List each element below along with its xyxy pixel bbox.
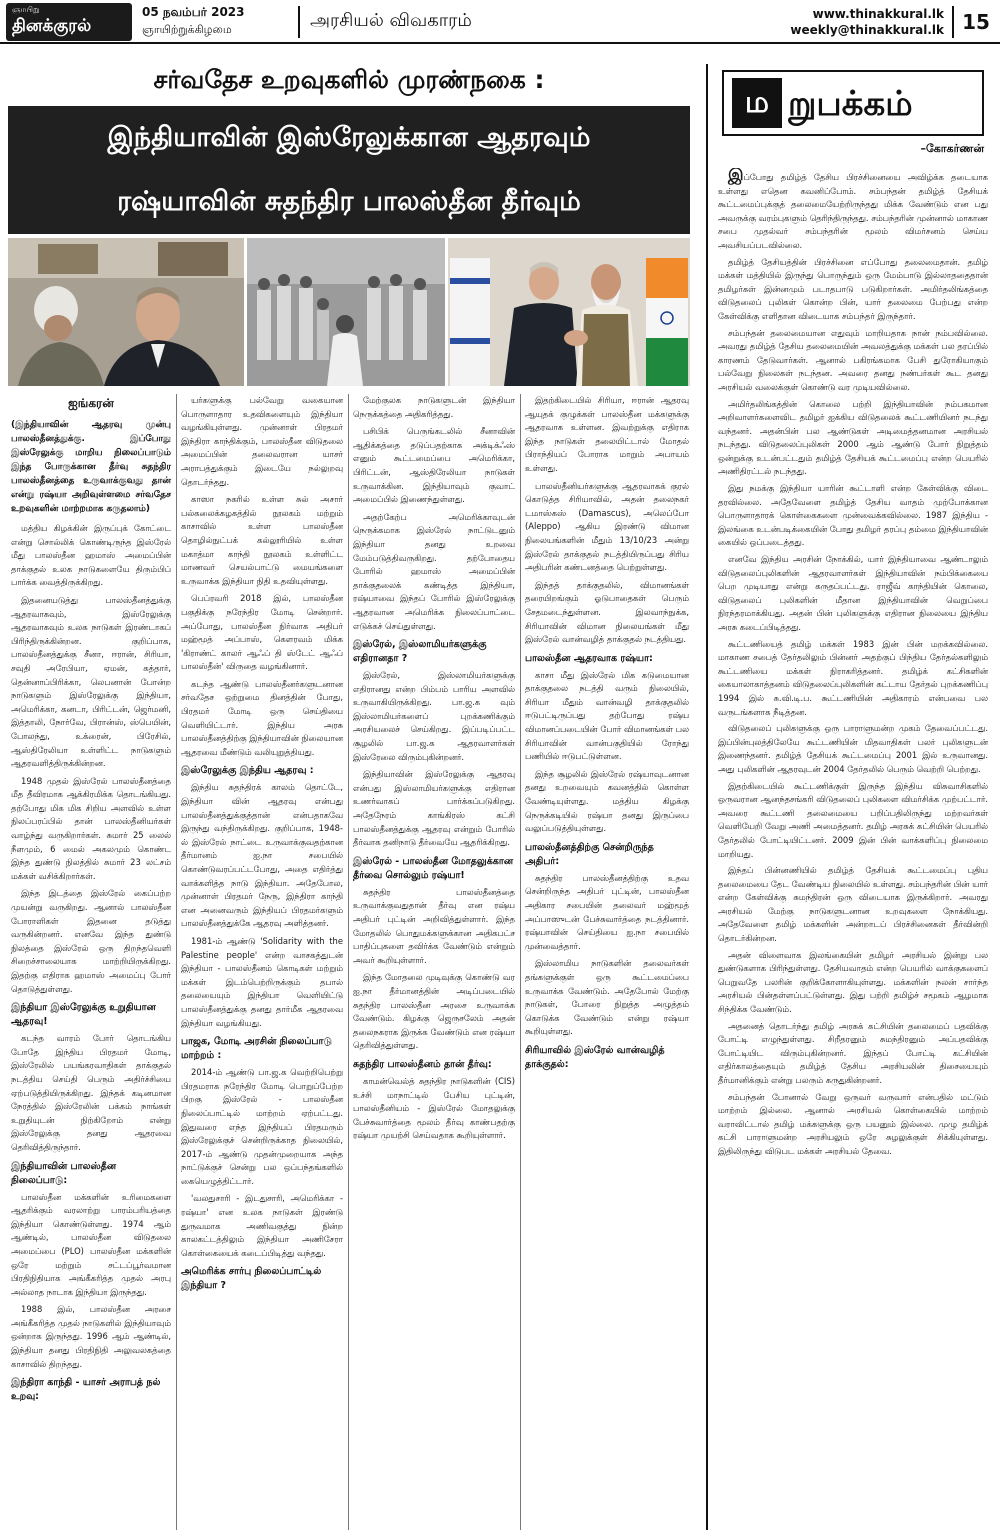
article-subheading: இந்தியா இஸ்ரேலுக்கு உறுதியான ஆதரவு! (11, 1002, 156, 1028)
article-paragraph: காசா மீது இஸ்ரேல் மிக கடுமையான தாக்குதலை நடத்தி வரும் நிலையில், சிரியா மீதும் வான்வழி தாக்குதலில் ஈடுபட்டிருப்பது தற்போது ரஷ்ய விமானப்படையின் போர் விமானங்கள் பல சிரியாவின் வான்பகுதியில் ரோந்து பணியில் ஈடுபட்டுள்ளன. (525, 669, 689, 762)
column-paragraph: தமிழ்த் தேசியத்தின் பிரச்சினை எப்போது தலைமைதான். தமிழ் மக்கள் மத்தியில் இருந்து பொருந்தும் ஒரு மேம்பாடு இல்லாததைதான் தமிழர்கள் இன்னமும் படாதபாடு படுகிறார்கள். அமிர்தலிங்கத்தை விடுதலைப் புலிகள் கொன்ற பின், யார் தலைமை பேற்பது என்ற கேள்விக்கு எளிதான விடையாக சம்பந்தர் இருந்தார். (718, 256, 988, 321)
photo-indira-gandhi-group-image (247, 238, 445, 386)
article-paragraph: சுதந்திர பாலஸ்தீனத்தை உருவாக்குவதுதான் தீர்வு என ரஷ்ய அதிபர் புட்டின் அறிவித்துள்ளார். இந்த மோதலில் பொதுமக்களுக்கான அதிகபட்ச பாதிப்புகளை தவிர்க்க வேண்டும் என்றும் அவர் கூறியுள்ளார். (353, 886, 515, 965)
logo-small-text: ஞாயிறு (12, 5, 40, 14)
article-subheading: சுதந்திர பாலஸ்தீனம் தான் தீர்வு: (353, 1058, 492, 1070)
column-title: றுபக்கம் (788, 84, 913, 124)
issue-date: 05 நவம்பர் 2023 (142, 5, 245, 19)
column-paragraph: சம்பந்தன் தலைமையான எதுவும் மாறியதாக நான் நம்பவில்லை. அவரது தமிழ்த் தேசிய தலைமையின் அவலத்துக்கு மக்கள் பல தரப்பில் காரணம் தேடுவார்கள். ஆனால் பகிரங்கமாக பேசி துரோகியாகும் பல்வேறு நிலைகள் நடந்தன. அவரை தனது நண்பர்கள் கூட தனது அரசியல் வலைக்குள் கொண்டு வர முடியவில்லை. (718, 327, 988, 392)
article-paragraph: இந்தியாவின் இஸ்ரேலுக்கு ஆதரவு என்பது இஸ்லாமியர்களுக்கு எதிரான உணர்வாகப் பார்க்கப்படுகிறது. அதேநேரம் காங்கிரஸ் கட்சி பாலஸ்தீனத்துக்கு ஆதரவு என்றும் போரில் தீர்வாக தனிநாடு தீர்வையே ஆதரிக்கிறது. (353, 769, 515, 848)
article-subheading: இஸ்ரேல் - பாலஸ்தீன மோதலுக்கான தீர்வை சொல்லும் ரஷ்யா! (353, 855, 514, 881)
article-paragraph: 1988 இல், பாலஸ்தீன அரசை அங்கீகரித்த முதல் நாடுகளில் இந்தியாவும் ஒன்றாக இருந்தது. 1996 ஆம் ஆண்டில், இந்தியா தனது பிரதிநிதி அலுவலகத்தை காசாவில் திறந்தது. (11, 1304, 171, 1369)
newspaper-logo (6, 3, 132, 41)
issue-info (142, 4, 292, 38)
headline-line-1: இந்தியாவின் இஸ்ரேலுக்கான ஆதரவும் (107, 122, 591, 153)
article-column-4 (522, 394, 692, 1530)
headline-line-2: ரஷ்யாவின் சுதந்திர பாலஸ்தீன தீர்வும் (117, 186, 581, 217)
article-subheading: இஸ்ரேலுக்கு இந்திய ஆதரவு : (181, 765, 314, 777)
article-paragraph: 2014-ம் ஆண்டு பா.ஜ.க வெற்றிபெற்று பிரதமராக நரேந்திர மோடி பொறுப்பேற்ற பிறகு இஸ்ரேல் - பாலஸ்தீன நிலைப்பாட்டில் மாற்றம் ஏற்பட்டது. இதுவரை எந்த இந்தியப் பிரதமரும் இஸ்ரேலுக்குச் சென்றிருக்காத நிலையில், 2017-ம் ஆண்டு முதன்முறையாக அந்த நாட்டுக்குச் சென்று பல ஒப்பந்தங்களில் கையெழுத்திட்டார். (181, 1067, 343, 1186)
article-paragraph: கடந்த ஆண்டு பாலஸ்தீனர்களுடனான சர்வதேச ஒற்றுமை தினத்தின் போது, பிரதமர் மோடி ஒரு செய்தியை வெளியிட்டார். இந்திய அரசு பாலஸ்தீனத்திற்கு இந்தியாவின் நிலையான ஆதரவை மீண்டும் வலியுறுத்தியது. (181, 678, 343, 757)
photo-indira-gandhi-group (247, 238, 445, 386)
column-paragraph: எனவே இந்திய அரசின் நோக்கில், யார் இந்தியாவை ஆண்டாலும் விடுதலைப்புலிகளின் ஆதரவாளர்கள் இந்தியாவின் நம்பிக்கையை பெற முடியாது என்று கருதப்பட்டது. ராஜீவ் காந்தியின் கொலை, விடுதலைப் புலிகளின் மீதான இந்தியாவின் வெறுப்பை நிரந்தரமாக்கியது. அதன் பின் புலிகளுக்கு எதிரான நிலையை இந்திய அரசு கடைப்பிடித்தது. (718, 554, 988, 632)
article-paragraph: இந்த மோதலை முடிவுக்கு கொண்டு வர ஐ.நா தீர்மானத்தின் அடிப்படையில் சுதந்திர பாலஸ்தீன அரசை உருவாக்க வேண்டும். கிழக்கு ஜெருசலேம் அதன் தலைநகராக இருக்க வேண்டும் என ரஷ்யா தெரிவித்துள்ளது. (353, 972, 515, 1051)
article-paragraph: 1948 முதல் இஸ்ரேல் பாலஸ்தீனத்தை மீத தீவிரமாக ஆக்கிரமிக்க தொடங்கியது. தற்போது மிக மிக சிறிய அளவில் உள்ள நிலப்பரப்பில் தான் பாலஸ்தீனியர்கள் வாழ்ந்து வருகிறார்கள். சுமார் 25 லைல் நீளமும், 6 மைல் அகலமும் கொண்ட இந்த துண்டு நிலத்தில் சுமார் 23 லட்சம் மக்கள் வசிக்கிறார்கள். (11, 775, 171, 881)
article-paragraph: இந்த சூழலில் இஸ்ரேல் ரஷ்யாவுடனான தனது உறவையும் கவனத்தில் கொள்ள வேண்டியுள்ளது. மத்திய கிழக்கு நெருக்கடியில் ரஷ்யா தனது இருப்பை வலுப்படுத்தியுள்ளது. (525, 768, 689, 834)
column-paragraph: அதன் விளைவாக இலங்கையின் தமிழர் அரசியல் இன்று பல துண்டுகளாக பிரிந்துள்ளது. தேசியவாதம் என்ற பெயரில் வாக்குகளைப் பெறுவதே பலரின் குறிக்கோளாகியுள்ளது. மக்களின் நலன் சார்ந்த அரசியல் பின்தள்ளப்பட்டுள்ளது. இது பற்றி தமிழ்ச் சமூகம் ஆழமாக சிந்திக்க வேண்டும். (718, 949, 988, 1015)
article-subheading: பாலஸ்தீன ஆதரவாக ரஷ்யா: (525, 652, 653, 664)
article-paragraph: பெப்ரவரி 2018 இல், பாலஸ்தீன பகுதிக்கு நரேந்திர மோடி சென்றார். அப்போது, பாலஸ்தீன நிர்வாக அதிபர் மஹ்மூத் அப்பாஸ், கௌரவம் மிக்க 'கிராண்ட் காலர் ஆஃப் தி ஸ்டேட் ஆஃப் பாலஸ்தீன்' விருதை வழங்கினார். (181, 593, 343, 672)
column-body (718, 168, 988, 1528)
article-subheading: பாஜக, மோடி அரசின் நிலைப்பாடு மாற்றம் : (181, 1036, 332, 1062)
article-byline: ஐங்கரன் (68, 396, 114, 410)
header-divider (298, 6, 300, 38)
article-subheading: அமெரிக்க சார்பு நிலைப்பாட்டில் இந்தியா ? (181, 1266, 322, 1292)
column-paragraph: அதனைத் தொடர்ந்து தமிழ் அரசுக் கட்சியின் தலைமைப் பதவிக்கு போட்டி எழுந்துள்ளது. சிறீதரனும் சுமந்திரனும் அப்பதவிக்கு போட்டியிட விரும்புகின்றனர். இந்தப் போட்டி கட்சியின் எதிர்காலத்தையும் தமிழ்த் தேசிய அரசியலின் திசையையும் தீர்மானிக்கும் என்று பலரும் கருதுகின்றனர். (718, 1020, 988, 1085)
article-subheading: இந்திரா காந்தி - யாசர் அராபத் நல் உறவு: (11, 1377, 161, 1403)
column-title-box (722, 70, 984, 136)
article-paragraph: கடந்த வாரம் போர் தொடங்கிய போதே இந்திய பிரதமர் மோடி, இஸ்ரேலில் பயங்கரவாதிகள் தாக்குதல் நடத்திய செய்தி பெரும் அதிர்ச்சியை ஏற்படுத்தியிருக்கிறது. இந்தக் கடினமான நேரத்தில் இஸ்ரேலின் பக்கம் நாங்கள் உறுதியுடன் நிற்கிறோம் என்று இஸ்ரேலுக்கு தனது ஆதரவை தெரிவித்திருந்தார். (11, 1033, 171, 1152)
headline-box (8, 106, 690, 234)
column-paragraph: சம்பந்தன் போனால் வேறு ஒருவர் வருவார் என்பதில் மட்டும் மாற்றம் இல்லை. ஆனால் அரசியல் கொள்கையில் மாற்றம் வராவிட்டால் தமிழ் மக்களுக்கு ஒரு பயனும் இல்லை. முழு தமிழ்க் கட்சி பாராளுமன்ற அரசியலும் ஒரே சுழலுக்குள் சிக்கியுள்ளது. இதிலிருந்து விடுபட மக்கள் அரசியல் தேவை. (718, 1091, 988, 1156)
article-paragraph: இந்த இடத்தை இஸ்ரேல் கைப்பற்ற முயன்று வருகிறது. ஆனால் பாலஸ்தீன போராளிகள் இதனை தடுத்து வருகின்றனர். எனவே இந்த துண்டு நிலத்தை இஸ்ரேல் ஒரு திறந்தவெளி சிறைச்சாலையாக மாற்றியிருக்கிறது. இதற்கு எதிராக ஹமாஸ் அமைப்பு போர் தொடுத்துள்ளது. (11, 888, 171, 994)
article-paragraph: அதற்கேற்ப அமெரிக்காவுடன் நெருக்கமாக இஸ்ரேல் நாட்டுடனும் இந்தியா தனது உறவை மேம்படுத்திவருகிறது. தற்போதைய போரில் ஹமாஸ் அமைப்பின் தாக்குதலைக் கண்டித்த இந்தியா, ரஷ்யாவை இந்தப் போரில் இஸ்ரேலுக்கு ஆதரவான அமெரிக்க நிலைப்பாட்டை எடுக்கச் செய்துள்ளது. (353, 511, 515, 631)
article-paragraph: காமன்வெல்த் சுதந்திர நாடுகளின் (CIS) உச்சி மாநாட்டில் பேசிய புட்டின், பாலஸ்தீனியம் - இஸ்ரேல் மோதலுக்கு பேச்சுவார்த்தை மூலம் தீர்வு காண்பதற்கு ரஷ்யா முயற்சி செய்வதாக கூறியுள்ளார். (353, 1075, 515, 1141)
column-paragraph: இது நமக்கு இந்தியா யாரின் கூட்டாளி என்ற கேள்விக்கு விடை தரவில்லை. அதேவேளை தமிழ்த் தேசிய வாதம் முற்போக்கான பொருளாதாரக் கொள்கைகளை முன்வைக்கவில்லை. 1987 இந்திய - இலங்கை உடன்படிக்கையின் போது தமிழர் தரப்பு தம்மை இந்தியாவின் கையில் ஒப்படைத்தது. (718, 483, 988, 548)
article-column-1 (8, 394, 174, 1530)
article-paragraph: யர்களுக்கு பல்வேறு வகையான பொருளாதார உதவிகளையும் இந்தியா வழங்கியுள்ளது. முன்னாள் பிரதமர் இந்திரா காந்திக்கும், பாலஸ்தீன விடுதலை அமைப்பின் தலைவரான யாசர் அராபத்துக்கும் இடையே நல்லுறவு தொடர்ந்தது. (181, 395, 343, 487)
article-subheading: பாலஸ்தீனத்திற்கு சென்றிருந்த அதிபர்: (525, 841, 654, 867)
photo-netanyahu-modi (448, 238, 690, 386)
email-link[interactable]: weekly@thinakkural.lk (790, 23, 944, 37)
article-paragraph: 1981-ம் ஆண்டு 'Solidarity with the Palestine people' என்ற வாசகத்துடன் இந்தியா - பாலஸ்தீனம் கொடிகள் மற்றும் மக்கள் இடம்பெற்றிருக்கும் தபால் தலையையும் இந்தியா வெளியிட்டு பாலஸ்தீனத்துக்கு தனது தார்மீக ஆதரவை இந்தியா வழங்கியது. (181, 935, 343, 1028)
article-paragraph: 'வலதுசாரி - இடதுசாரி, அமெரிக்கா - ரஷ்யா' என உலக நாடுகள் இரண்டு துருவமாக அணிவகுத்து நின்ற காலகட்டத்திலும் இந்தியா அணிசேரா கொள்கையைக் கடைப்பிடித்து வந்தது. (181, 1193, 343, 1258)
photo-arafat-putin-image (8, 238, 244, 386)
article-subheading: சிரியாவில் இஸ்ரேல் வான்வழித் தாக்குதல்: (525, 1044, 665, 1070)
article-paragraph: சுதந்திர பாலஸ்தீனத்திற்கு உதவ சென்றிருந்த அதிபர் புட்டின், பாலஸ்தீன அதிகார சபையின் தலைவர் மஹ்மூத் அப்பாஸுடன் பேச்சுவார்த்தை நடத்தினார். ரஷ்யாவின் செய்தியை ஐ.நா சபையில் முன்வைத்தார். (525, 872, 689, 951)
website-link[interactable]: www.thinakkural.lk (812, 7, 944, 21)
article-paragraph: பாலஸ்தீனியர்களுக்கு ஆதரவாகக் குரல் கொடுத்த சிரியாவில், அதன் தலைநகர் டமாஸ்கஸ் (Damascus), அலெப்போ (Aleppo) ஆகிய இரண்டு விமான நிலையங்களின் மீதும் 13/10/23 அன்று இஸ்ரேல் தாக்குதல் நடத்தியிருப்பது சிரிய அதிபரின் கண்டனத்தை பெற்றுள்ளது. (525, 480, 689, 573)
column-author: –கோகர்ணன் (920, 142, 984, 155)
article-intro: (இந்தியாவின் ஆதரவு முன்பு பாலஸ்தீனத்துக்கு. இப்போது இஸ்ரேலுக்கு மாறிய நிலைப்பாடும் இந்த போருக்கான தீர்வு சுதந்திர பாலஸ்தீனத்தை உருவாக்குவது தான் என்று ரஷ்யா அறிவுள்ளமை சர்வதேச உறவுகளின் மாற்றமாக கருதலாம்) (11, 420, 171, 514)
section-title: அரசியல் விவகாரம் (310, 10, 472, 31)
article-paragraph: இந்தத் தாக்குதலில், விமானங்கள் தரையிறங்கும் ஓடுபாதைகள் பெரும் சேதமடைந்துள்ளன. இலவாந்நுக்க, சிரியாவின் விமான நிலையங்கள் மீது இஸ்ரேல் வான்வழித் தாக்குதல் நடத்தியது. (525, 579, 689, 645)
contact-info (730, 6, 944, 38)
photo-arafat-putin (8, 238, 244, 386)
masthead (0, 0, 1000, 44)
article-paragraph: இதனையடுத்து பாலஸ்தீனத்துக்கு ஆதரவாகவும், இஸ்ரேலுக்கு ஆதரவாகவும் உலக நாடுகள் இரண்டாகப் பிரிந்திருக்கின்றன. குறிப்பாக, பாலஸ்தீனத்துக்கு சீனா, ஈரான், சிரியா, சவுதி அரேபியா, ஏமன், கத்தார், தென்னாப்பிரிக்கா, லெபனான் போன்ற நாடுகளும் இஸ்ரேலுக்கு இந்தியா, அமெரிக்கா, கனடா, பிரிட்டன், ஜெர்மனி, இத்தாலி, நோர்வே, பிரான்ஸ், ஸ்பெயின், போலந்து, உக்ரைன், பிரேசில், ஆஸ்திரேலியா உள்ளிட்ட நாடுகளும் ஆதரவளித்திருக்கின்றன. (11, 594, 171, 769)
column-paragraph: இந்தப் பின்னணியில் தமிழ்த் தேசியக் கூட்டமைப்பு புதிய தலைமையை தேட வேண்டிய நிலையில் உள்ளது. சம்பந்தரின் பின் யார் என்ற கேள்விக்கு சுமந்திரன் ஒரு விடையாக இருக்கிறார். அவரது அரசியல் மேற்கு நாடுகளுடனான உறவுகளை நோக்கியது. அதேவேளை தமிழ் மக்களின் அன்றாடப் பிரச்சினைகள் தீர்வின்றி தொடர்கின்றன. (718, 865, 988, 944)
article-paragraph: பசிபிக் பெருங்கடலில் சீனாவின் ஆதிக்கத்தை தடுப்பதற்காக அக்டிக்ஃஸ் எனும் கூட்டமைப்பை அமெரிக்கா, பிரிட்டன், ஆஸ்திரேலியா நாடுகள் உருவாக்கின. இந்தியாவும் குவாட் அமைப்பில் இணைந்துள்ளது. (353, 426, 515, 505)
article-column-3 (350, 394, 518, 1530)
column-paragraph: அமிர்தலிங்கத்தின் கொலை பற்றி இந்தியாவின் நம்பகமான அறிவாளர்களைவிட தமிழர் ஐக்கிய விடுதலைக் கூட்டணியினர் நடந்து வந்தனர். அதன்பின் பல ஆண்டுகள் அடிமைத்தனமான அரசியல் நடந்தது. விடுதலைப்புலிகள் 2000 ஆம் ஆண்டு போர் நிறுத்தம் ஒன்றுக்கு உடன்பட்டதும் தமிழ்த் தேசியக் கூட்டமைப்பு என்ற பெயரில் அணிதிரட்டல் நடந்தது. (718, 398, 988, 477)
article-kicker: சர்வதேச உறவுகளில் முரண்நகை : (153, 65, 545, 94)
article-subheading: இந்தியாவின் பாலஸ்தீன நிலைப்பாடு: (11, 1160, 117, 1186)
column-paragraph: கூட்டணியைத் தமிழ் மக்கள் 1983 இன் பின் மறக்கவில்லை. மாகாண சபைத் தேர்தலிலும் பின்னர் அதற்குப் பிந்திய தேர்தல்களிலும் கூட்டணியை மக்கள் நிராகரித்தனர். தமிழ்க் கட்சிகளின் கையாலாகாத்தனம் விடுதலைப்புலிகளின் கட்டாய தேர்தல் புறக்கணிப்பு 1994 இல் சு.வி.டி.ப. கூட்டணியின் அதிகாரம் என்பவை பல வருடங்களாக நீடித்தன. (718, 638, 988, 717)
article-paragraph: மத்திய கிழக்கின் இருப்புக் கோட்டை என்று சொல்லிக் கொண்டிருந்த இஸ்ரேல் மீது பாலஸ்தீன ஹமாஸ் அமைப்பின் தாக்குதல் உலக நாடுகளையே திரும்பிப் பார்க்க வைத்திருக்கிறது. (11, 523, 171, 588)
column-rule (520, 394, 521, 1530)
article-paragraph: மேற்குலக நாடுகளுடன் இந்தியா நெருக்கத்தை அதிகரித்தது. (353, 395, 515, 419)
column-title-initial: ம (732, 78, 782, 128)
article-paragraph: இஸ்லாமிய நாடுகளின் தலைவர்கள் தங்களுக்குள் ஒரு கூட்டமைப்பை உருவாக்க வேண்டும். அதேபோல் மேற்கு நாடுகள், போரை நிறுத்த அழுத்தம் கொடுக்க வேண்டும் என்று ரஷ்யா கூறியுள்ளது. (525, 958, 689, 1037)
article-paragraph: இஸ்ரேல், இஸ்லாமியர்களுக்கு எதிரானது என்ற பிம்பம் பாரிய அளவில் உருவாகியிருக்கிறது. பா.ஜ.க வும் இஸ்லாமியர்களைப் புறக்கணிக்கும் அரசியலைச் செய்கிறது. இப்படிப்பட்ட சூழலில் பா.ஜ.க ஆதரவாளர்கள் இஸ்ரேலை விரும்புகின்றனர். (353, 670, 515, 762)
page-number: 15 (952, 6, 998, 38)
article-paragraph: பாலஸ்தீன மக்களின் உரிமைகளை ஆதரிக்கும் வரலாற்று பாரம்பரியத்தை இந்தியா கொண்டுள்ளது. 1974 ஆம் ஆண்டில், பாலஸ்தீன விடுதலை அமைப்பை (PLO) பாலஸ்தீன மக்களின் ஒரே மற்றும் சட்டப்பூர்வமான பிரதிநிதியாக அங்கீகரித்த முதல் அரபு அல்லாத நாடாக இந்தியா இருந்தது. (11, 1191, 171, 1297)
column-paragraph: இதற்கிடையில் கூட்டணிக்குள் இருந்த இந்திய விசுவாசிகளில் ஒருவரான ஆனந்தசங்கரி விடுதலைப் புலிகளை விமர்சிக்க முற்பட்டார். அவரை கூட்டணி தலைமையை பறிப்பதிலிருந்து மற்றவர்கள் வெளியேறி வேறு அணி அமைத்தனர். தமிழ் அரசுக் கட்சியின் பெயரில் தேர்தலில் போட்டியிட்டனர். 2009 இன் பின் வாக்களிப்பு நிலைமை மாறியது. (718, 780, 988, 859)
photo-netanyahu-modi-image (448, 238, 690, 386)
article-paragraph: இந்திய சுதந்திரக் காலம் தொட்டே, இந்தியா வின் ஆதரவு என்பது பாலஸ்தீனத்துக்குத்தான் என்பதாகவே இருந்து வந்திருக்கிறது. குறிப்பாக, 1948-ல் இஸ்ரேல் நாட்டை உருவாக்குவதற்கான தீர்மானம் ஐ.நா சபையில் கொண்டுவரப்பட்டபோது, அதை எதிர்த்து வாக்களித்த நாடு இந்தியா. அதேபோல, முன்னாள் பிரதமர் நேரு, இந்திரா காந்தி என அனைவரும் இந்தியப் பிரதமர்களும் பாலஸ்தீனத்துக்கே ஆதரவு அளித்தனர். (181, 782, 343, 929)
column-rule (176, 394, 177, 1530)
column-paragraph: விடுதலைப் புலிகளுக்கு ஒரு பாராளுமன்ற முகம் தேவைப்பட்டது. இப்பின்புலத்திலேயே கூட்டணியின் மிதவாதிகள் பலர் புலிகளுடன் இணைந்தனர். தமிழ்த் தேசியக் கூட்டமைப்பு 2001 இல் உருவானது. அது புலிகளின் ஆதரவுடன் 2004 தேர்தலில் பெரும் வெற்றி பெற்றது. (718, 723, 988, 774)
article-paragraph: இதற்கிடையில் சிரியா, ஈரான் ஆதரவு ஆயுதக் குழுக்கள் பாலஸ்தீன மக்களுக்கு ஆதரவாக உள்ளன. இவற்றுக்கு எதிராக இந்த நாடுகள் தலையிட்டால் மோதல் பிராந்தியப் போராக மாறும் அபாயம் உள்ளது. (525, 395, 689, 473)
column-rule (348, 394, 349, 1530)
column-paragraph: இப்போது தமிழ்த் தேசிய பிரச்சினையை அவிழ்க்க தடையாக உள்ளது எதென கவனிப்போம். சம்பந்தன் தமிழ்த் தேசியக் கூட்டமைப்புக்குத் தலைமையேற்றிருந்தது மிக்க வேண்டும் என பது அவருக்கு வரம்புகளும் தெரிந்திருந்தது. சம்பந்தரின் முன்னால் மாகாண சபை முதல்வர் சம்பந்தரின் மூலம் விமர்சனம் செய்ய அவசியப்படவில்லை. (718, 168, 988, 250)
logo-title: தினக்குரல் (12, 16, 92, 36)
issue-day: ஞாயிற்றுக்கிழமை (142, 23, 232, 36)
article-column-2 (178, 394, 346, 1530)
article-paragraph: காஸா நகரில் உள்ள சுல் அசார் பல்கலைக்கழகத்தில் நூலகம் மற்றும் காசாவில் உள்ள பாலஸ்தீன தொழில்நுட்பக் கல்லூரியில் உள்ள மகாத்மா காந்தி நூலகம் உள்ளிட்ட மாணவர் செயல்பாட்டு மையங்களை உருவாக்க இந்தியா நிதி உதவியுள்ளது. (181, 494, 343, 586)
article-subheading: இஸ்ரேல், இஸ்லாமியர்களுக்கு எதிரானதா ? (353, 639, 487, 665)
opinion-column (706, 64, 994, 1530)
